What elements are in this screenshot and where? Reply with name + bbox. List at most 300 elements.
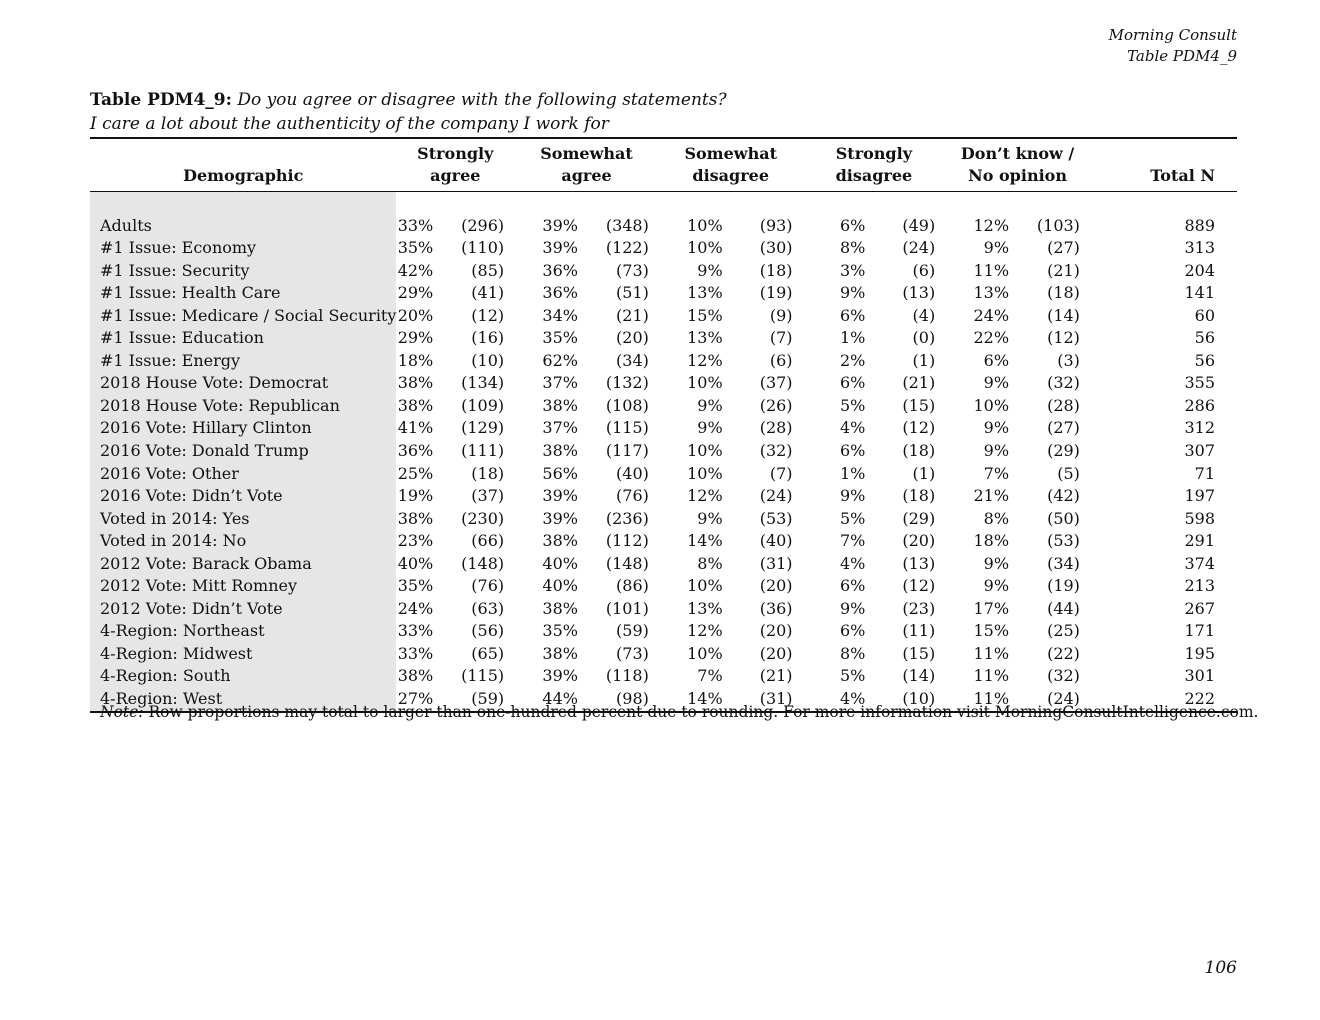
cell-count: (50) (1047, 508, 1080, 528)
table-row (90, 508, 1237, 531)
cell-percent: 18% (397, 350, 434, 370)
cell-count: (115) (461, 666, 505, 686)
cell-percent: 4% (839, 553, 866, 573)
cell-count: (36) (759, 598, 793, 618)
cell-percent: 10% (687, 441, 723, 461)
cell-count: (15) (902, 395, 936, 415)
row-demographic: 2018 House Vote: Republican (90, 395, 396, 418)
cell-percent: 14% (659, 688, 741, 712)
cell-percent: 24% (397, 598, 434, 618)
table-row (90, 553, 1237, 576)
cell-count: (59) (451, 688, 514, 712)
page-header (1109, 25, 1237, 67)
cell-count: (13) (902, 553, 936, 573)
cell-percent: 9% (839, 598, 866, 618)
cell-percent: 13% (687, 283, 723, 303)
cell-total-n: 267 (1184, 598, 1215, 618)
cell-percent: 9% (983, 553, 1010, 573)
cell-percent: 9% (983, 373, 1010, 393)
cell-count: (56) (471, 621, 505, 641)
cell-percent: 33% (397, 621, 434, 641)
cell-count: (49) (902, 215, 936, 235)
cell-percent: 29% (397, 328, 434, 348)
cell-percent: 22% (973, 328, 1010, 348)
table-row (90, 643, 1237, 666)
cell-count: (11) (902, 621, 936, 641)
cell-count: (25) (1047, 621, 1080, 641)
cell-percent: 7% (697, 666, 723, 686)
cell-count: (20) (759, 576, 793, 596)
cell-count: (3) (1057, 350, 1080, 370)
cell-percent: 38% (542, 441, 578, 461)
cell-percent: 9% (839, 283, 866, 303)
note-text: Row proportions may total to larger than one-hundred percent due to rounding. For more information visit MorningConsultIntelligence.com. (148, 703, 1259, 721)
cell-percent: 11% (973, 643, 1010, 663)
cell-count: (134) (461, 373, 505, 393)
cell-count: (85) (471, 260, 505, 280)
cell-percent: 5% (839, 395, 866, 415)
table-row (90, 305, 1237, 328)
results-table (90, 137, 1237, 713)
cell-percent: 38% (397, 395, 434, 415)
cell-percent: 38% (542, 643, 578, 663)
row-demographic: #1 Issue: Medicare / Social Security (90, 305, 396, 328)
cell-count: (37) (471, 486, 505, 506)
cell-count: (348) (605, 215, 649, 235)
cell-count: (40) (616, 463, 649, 483)
cell-percent: 10% (687, 373, 723, 393)
cell-count: (24) (902, 238, 936, 258)
row-demographic: Adults (90, 215, 396, 238)
cell-percent: 62% (542, 350, 578, 370)
cell-count: (32) (1047, 373, 1080, 393)
cell-percent: 10% (973, 395, 1010, 415)
cell-count: (86) (616, 576, 649, 596)
cell-percent: 38% (542, 598, 578, 618)
cell-count: (76) (616, 486, 649, 506)
cell-percent: 35% (542, 328, 578, 348)
cell-percent: 4% (839, 418, 866, 438)
cell-count: (28) (759, 418, 793, 438)
cell-percent: 29% (397, 283, 434, 303)
cell-count: (118) (605, 666, 649, 686)
cell-total-n: 195 (1184, 643, 1215, 663)
cell-count: (21) (1047, 260, 1080, 280)
cell-percent: 39% (542, 486, 578, 506)
col-strongly-agree: Strongly agree (396, 139, 514, 192)
cell-total-n: 197 (1184, 486, 1215, 506)
cell-percent: 6% (839, 441, 866, 461)
cell-count: (53) (1047, 531, 1080, 551)
cell-percent: 12% (687, 621, 723, 641)
cell-count: (117) (605, 441, 649, 461)
cell-percent: 13% (687, 598, 723, 618)
cell-total-n: 598 (1184, 508, 1215, 528)
cell-percent: 13% (973, 283, 1010, 303)
cell-percent: 9% (697, 395, 723, 415)
cell-percent: 42% (397, 260, 434, 280)
cell-count: (101) (605, 598, 649, 618)
cell-percent: 9% (983, 238, 1010, 258)
page-number: 106 (1204, 958, 1237, 978)
row-demographic: #1 Issue: Health Care (90, 282, 396, 305)
col-strongly-disagree: Strongly disagree (803, 139, 946, 192)
col-total-n: Total N (1090, 139, 1237, 192)
cell-percent: 34% (542, 305, 578, 325)
cell-total-n: 355 (1184, 373, 1215, 393)
cell-count: (15) (902, 643, 936, 663)
cell-count: (29) (1047, 441, 1080, 461)
cell-count: (122) (605, 238, 649, 258)
cell-percent: 9% (983, 576, 1010, 596)
col-dont-know: Don’t know / No opinion (945, 139, 1090, 192)
cell-percent: 33% (397, 643, 434, 663)
cell-percent: 11% (973, 666, 1010, 686)
cell-percent: 6% (839, 621, 866, 641)
cell-count: (112) (605, 531, 649, 551)
title-label: Table PDM4_9: (90, 90, 232, 110)
cell-count: (29) (902, 508, 936, 528)
cell-count: (22) (1047, 643, 1080, 663)
cell-percent: 10% (687, 576, 723, 596)
cell-count: (115) (605, 418, 649, 438)
row-demographic: Voted in 2014: Yes (90, 508, 396, 531)
cell-percent: 44% (514, 688, 596, 712)
cell-count: (1) (912, 463, 936, 483)
cell-count: (13) (902, 283, 936, 303)
table-row (90, 598, 1237, 621)
row-demographic: 2016 Vote: Hillary Clinton (90, 417, 396, 440)
cell-count: (7) (769, 328, 793, 348)
cell-percent: 6% (839, 373, 866, 393)
title-statement: I care a lot about the authenticity of the company I work for (90, 114, 609, 134)
cell-count: (66) (471, 531, 505, 551)
cell-percent: 17% (973, 598, 1010, 618)
cell-count: (73) (616, 643, 649, 663)
table-row (90, 237, 1237, 260)
cell-count: (20) (759, 643, 793, 663)
cell-percent: 8% (983, 508, 1010, 528)
header-table-id: Table PDM4_9 (1127, 47, 1237, 65)
cell-count: (12) (471, 305, 505, 325)
note-label: Note: (100, 703, 144, 721)
cell-total-n: 222 (1090, 688, 1237, 712)
cell-count: (21) (759, 666, 793, 686)
cell-count: (31) (741, 688, 803, 712)
cell-percent: 33% (397, 215, 434, 235)
cell-count: (10) (883, 688, 945, 712)
cell-count: (16) (471, 328, 505, 348)
cell-count: (41) (471, 283, 505, 303)
cell-count: (132) (605, 373, 649, 393)
table-row (90, 620, 1237, 643)
cell-percent: 36% (542, 260, 578, 280)
cell-percent: 1% (839, 328, 866, 348)
cell-percent: 35% (542, 621, 578, 641)
row-demographic: 2012 Vote: Mitt Romney (90, 575, 396, 598)
table-row (90, 463, 1237, 486)
cell-count: (148) (605, 553, 649, 573)
cell-total-n: 374 (1184, 553, 1215, 573)
cell-percent: 10% (687, 463, 723, 483)
table-row (90, 395, 1237, 418)
cell-count: (24) (1027, 688, 1090, 712)
cell-percent: 9% (697, 508, 723, 528)
cell-percent: 40% (397, 553, 434, 573)
cell-total-n: 312 (1184, 418, 1215, 438)
cell-count: (20) (759, 621, 793, 641)
cell-count: (34) (616, 350, 649, 370)
cell-percent: 9% (697, 418, 723, 438)
cell-total-n: 60 (1194, 305, 1215, 325)
row-demographic: 2018 House Vote: Democrat (90, 372, 396, 395)
cell-percent: 8% (839, 643, 866, 663)
cell-count: (19) (759, 283, 793, 303)
cell-percent: 6% (839, 576, 866, 596)
cell-count: (108) (605, 395, 649, 415)
col-somewhat-agree: Somewhat agree (514, 139, 659, 192)
cell-count: (23) (902, 598, 936, 618)
cell-count: (18) (902, 486, 936, 506)
cell-total-n: 301 (1184, 666, 1215, 686)
cell-percent: 7% (839, 531, 866, 551)
cell-percent: 6% (983, 350, 1010, 370)
cell-percent: 13% (687, 328, 723, 348)
table-row (90, 417, 1237, 440)
cell-count: (148) (461, 553, 505, 573)
cell-percent: 9% (697, 260, 723, 280)
cell-percent: 27% (396, 688, 451, 712)
col-demographic: Demographic (90, 139, 396, 192)
cell-count: (21) (616, 305, 649, 325)
row-demographic: #1 Issue: Security (90, 260, 396, 283)
cell-count: (53) (759, 508, 793, 528)
cell-count: (65) (471, 643, 505, 663)
row-demographic: 4-Region: West (90, 688, 396, 712)
cell-count: (14) (1047, 305, 1080, 325)
cell-total-n: 213 (1184, 576, 1215, 596)
table-title (90, 88, 727, 136)
cell-percent: 39% (542, 215, 578, 235)
cell-percent: 2% (839, 350, 866, 370)
cell-percent: 14% (687, 531, 723, 551)
cell-percent: 4% (803, 688, 884, 712)
cell-count: (10) (471, 350, 505, 370)
cell-count: (20) (616, 328, 649, 348)
cell-count: (31) (759, 553, 793, 573)
cell-total-n: 204 (1184, 260, 1215, 280)
cell-count: (4) (912, 305, 936, 325)
cell-count: (28) (1047, 395, 1080, 415)
cell-percent: 10% (687, 215, 723, 235)
cell-count: (32) (1047, 666, 1080, 686)
cell-percent: 8% (697, 553, 723, 573)
table-header-row (90, 139, 1237, 192)
cell-count: (129) (461, 418, 505, 438)
cell-percent: 56% (542, 463, 578, 483)
cell-percent: 15% (973, 621, 1010, 641)
cell-count: (34) (1047, 553, 1080, 573)
cell-count: (7) (769, 463, 793, 483)
cell-count: (63) (471, 598, 505, 618)
table-row (90, 440, 1237, 463)
cell-count: (110) (461, 238, 505, 258)
row-demographic: 2016 Vote: Didn’t Vote (90, 485, 396, 508)
cell-percent: 7% (983, 463, 1010, 483)
cell-percent: 38% (542, 395, 578, 415)
cell-percent: 12% (687, 486, 723, 506)
cell-count: (0) (912, 328, 936, 348)
cell-percent: 40% (542, 576, 578, 596)
cell-count: (12) (902, 418, 936, 438)
cell-count: (32) (759, 441, 793, 461)
cell-count: (18) (759, 260, 793, 280)
cell-count: (59) (616, 621, 649, 641)
cell-percent: 11% (973, 260, 1010, 280)
cell-count: (18) (471, 463, 505, 483)
cell-percent: 9% (983, 441, 1010, 461)
table-row (90, 260, 1237, 283)
cell-count: (27) (1047, 418, 1080, 438)
cell-total-n: 889 (1184, 215, 1215, 235)
row-demographic: 2012 Vote: Barack Obama (90, 553, 396, 576)
row-demographic: Voted in 2014: No (90, 530, 396, 553)
cell-total-n: 171 (1184, 621, 1215, 641)
row-demographic: 2012 Vote: Didn’t Vote (90, 598, 396, 621)
col-somewhat-disagree: Somewhat disagree (659, 139, 803, 192)
cell-count: (14) (902, 666, 936, 686)
cell-count: (236) (605, 508, 649, 528)
cell-count: (44) (1047, 598, 1080, 618)
row-demographic: 4-Region: South (90, 665, 396, 688)
cell-percent: 18% (973, 531, 1010, 551)
row-demographic: #1 Issue: Energy (90, 350, 396, 373)
cell-count: (18) (1047, 283, 1080, 303)
table-row (90, 282, 1237, 305)
cell-count: (9) (769, 305, 793, 325)
cell-percent: 37% (542, 418, 578, 438)
cell-count: (296) (461, 215, 505, 235)
cell-count: (27) (1047, 238, 1080, 258)
cell-percent: 12% (973, 215, 1010, 235)
cell-percent: 12% (687, 350, 723, 370)
cell-percent: 10% (687, 238, 723, 258)
row-demographic: #1 Issue: Education (90, 327, 396, 350)
cell-percent: 9% (983, 418, 1010, 438)
cell-count: (109) (461, 395, 505, 415)
table-row (90, 327, 1237, 350)
cell-total-n: 291 (1184, 531, 1215, 551)
row-demographic: 2016 Vote: Other (90, 463, 396, 486)
cell-count: (6) (912, 260, 936, 280)
table-row (90, 372, 1237, 395)
cell-count: (73) (616, 260, 649, 280)
cell-total-n: 56 (1194, 350, 1215, 370)
cell-percent: 5% (839, 666, 866, 686)
cell-count: (51) (616, 283, 649, 303)
cell-count: (21) (902, 373, 936, 393)
cell-total-n: 71 (1194, 463, 1215, 483)
cell-percent: 39% (542, 666, 578, 686)
cell-percent: 23% (397, 531, 434, 551)
cell-percent: 36% (397, 441, 434, 461)
cell-count: (12) (1047, 328, 1080, 348)
cell-percent: 41% (397, 418, 434, 438)
cell-percent: 21% (973, 486, 1010, 506)
cell-percent: 38% (397, 508, 434, 528)
cell-count: (12) (902, 576, 936, 596)
cell-count: (20) (902, 531, 936, 551)
table-row (90, 665, 1237, 688)
cell-count: (76) (471, 576, 505, 596)
cell-percent: 39% (542, 508, 578, 528)
cell-percent: 20% (397, 305, 434, 325)
cell-percent: 8% (839, 238, 866, 258)
cell-count: (24) (759, 486, 793, 506)
row-demographic: 4-Region: Northeast (90, 620, 396, 643)
cell-count: (6) (769, 350, 793, 370)
cell-percent: 25% (397, 463, 434, 483)
cell-total-n: 313 (1184, 238, 1215, 258)
cell-count: (1) (912, 350, 936, 370)
row-demographic: #1 Issue: Economy (90, 237, 396, 260)
row-demographic: 2016 Vote: Donald Trump (90, 440, 396, 463)
cell-percent: 9% (839, 486, 866, 506)
title-question: Do you agree or disagree with the following statements? (237, 90, 727, 110)
table-row (90, 485, 1237, 508)
cell-count: (40) (759, 531, 793, 551)
cell-count: (103) (1036, 215, 1080, 235)
cell-percent: 15% (687, 305, 723, 325)
cell-percent: 39% (542, 238, 578, 258)
table-row (90, 575, 1237, 598)
cell-count: (111) (461, 441, 505, 461)
cell-percent: 37% (542, 373, 578, 393)
cell-count: (230) (461, 508, 505, 528)
cell-count: (5) (1057, 463, 1080, 483)
cell-count: (18) (902, 441, 936, 461)
cell-percent: 24% (973, 305, 1010, 325)
table-row (90, 350, 1237, 373)
cell-percent: 38% (542, 531, 578, 551)
cell-total-n: 141 (1184, 283, 1215, 303)
cell-percent: 6% (839, 215, 866, 235)
cell-count: (30) (759, 238, 793, 258)
cell-percent: 40% (542, 553, 578, 573)
cell-count: (98) (596, 688, 659, 712)
row-demographic: 4-Region: Midwest (90, 643, 396, 666)
cell-count: (42) (1047, 486, 1080, 506)
cell-count: (37) (759, 373, 793, 393)
cell-percent: 35% (397, 576, 434, 596)
cell-percent: 38% (397, 666, 434, 686)
cell-percent: 5% (839, 508, 866, 528)
cell-percent: 35% (397, 238, 434, 258)
cell-percent: 10% (687, 643, 723, 663)
cell-count: (93) (759, 215, 793, 235)
cell-total-n: 307 (1184, 441, 1215, 461)
cell-percent: 36% (542, 283, 578, 303)
cell-percent: 11% (945, 688, 1027, 712)
cell-total-n: 286 (1184, 395, 1215, 415)
cell-total-n: 56 (1194, 328, 1215, 348)
cell-percent: 6% (839, 305, 866, 325)
cell-percent: 3% (839, 260, 866, 280)
table-row (90, 530, 1237, 553)
cell-count: (19) (1047, 576, 1080, 596)
cell-count: (26) (759, 395, 793, 415)
cell-percent: 38% (397, 373, 434, 393)
